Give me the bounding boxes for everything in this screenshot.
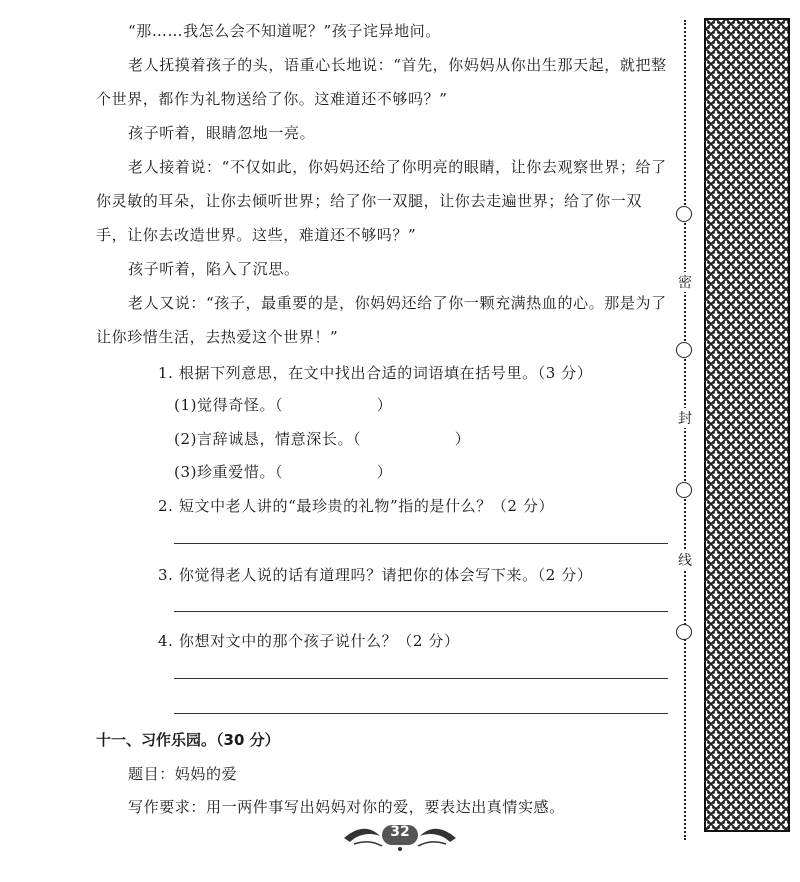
answer-line-q4-2[interactable]: [174, 713, 668, 714]
question-2: 2. 短文中老人讲的“最珍贵的礼物”指的是什么？（2 分）: [158, 497, 555, 515]
decorative-pattern-strip: [704, 18, 790, 832]
answer-line-q3[interactable]: [174, 611, 668, 612]
binding-ring-icon: [676, 342, 692, 358]
question-1-item-2: (2)言辞诚恳，情意深长。（ ）: [174, 430, 471, 448]
binding-ring-icon: [676, 206, 692, 222]
seal-char-mi: 密: [676, 272, 694, 292]
story-paragraph-6: 老人又说：“孩子，最重要的是，你妈妈还给了你一颗充满热血的心。那是为了让你珍惜生活，去热爱这个世界！”: [96, 294, 667, 346]
question-1-item-3: (3)珍重爱惜。（ ）: [174, 463, 393, 481]
binding-ring-icon: [676, 482, 692, 498]
story-paragraph-5: 孩子听着，陷入了沉思。: [128, 260, 300, 278]
story-paragraph-1: “那……我怎么会不知道呢？”孩子诧异地问。: [128, 22, 441, 40]
answer-line-q2[interactable]: [174, 543, 668, 544]
story-paragraph-4: 老人接着说：“不仅如此，你妈妈还给了你明亮的眼睛，让你去观察世界；给了你灵敏的耳朵，让你去倾听世界；给了你一双腿，让你去走遍世界；给了你一双手，让你去改造世界。这些，难道还不够吗？”: [96, 158, 667, 244]
story-paragraph-3: 孩子听着，眼睛忽地一亮。: [128, 124, 316, 142]
seal-dotted-line: [684, 20, 686, 840]
question-4: 4. 你想对文中的那个孩子说什么？（2 分）: [158, 632, 460, 650]
question-1: 1. 根据下列意思，在文中找出合适的词语填在括号里。（3 分）: [158, 364, 593, 382]
composition-requirement: 写作要求：用一两件事写出妈妈对你的爱，要表达出真情实感。: [128, 798, 565, 816]
binding-ring-icon: [676, 624, 692, 640]
answer-line-q4-1[interactable]: [174, 678, 668, 679]
question-1-item-1: (1)觉得奇怪。（ ）: [174, 396, 393, 414]
page-number: 32: [390, 824, 410, 840]
seal-char-feng: 封: [676, 408, 694, 428]
seal-char-xian: 线: [676, 550, 694, 570]
composition-topic: 题目：妈妈的爱: [128, 765, 238, 783]
question-3: 3. 你觉得老人说的话有道理吗？请把你的体会写下来。（2 分）: [158, 566, 593, 584]
story-paragraph-2: 老人抚摸着孩子的头，语重心长地说：“首先，你妈妈从你出生那天起，就把整个世界，都作为礼物送给了你。这难道还不够吗？”: [96, 56, 667, 108]
composition-section-title: 十一、习作乐园。（30 分）: [96, 731, 280, 749]
